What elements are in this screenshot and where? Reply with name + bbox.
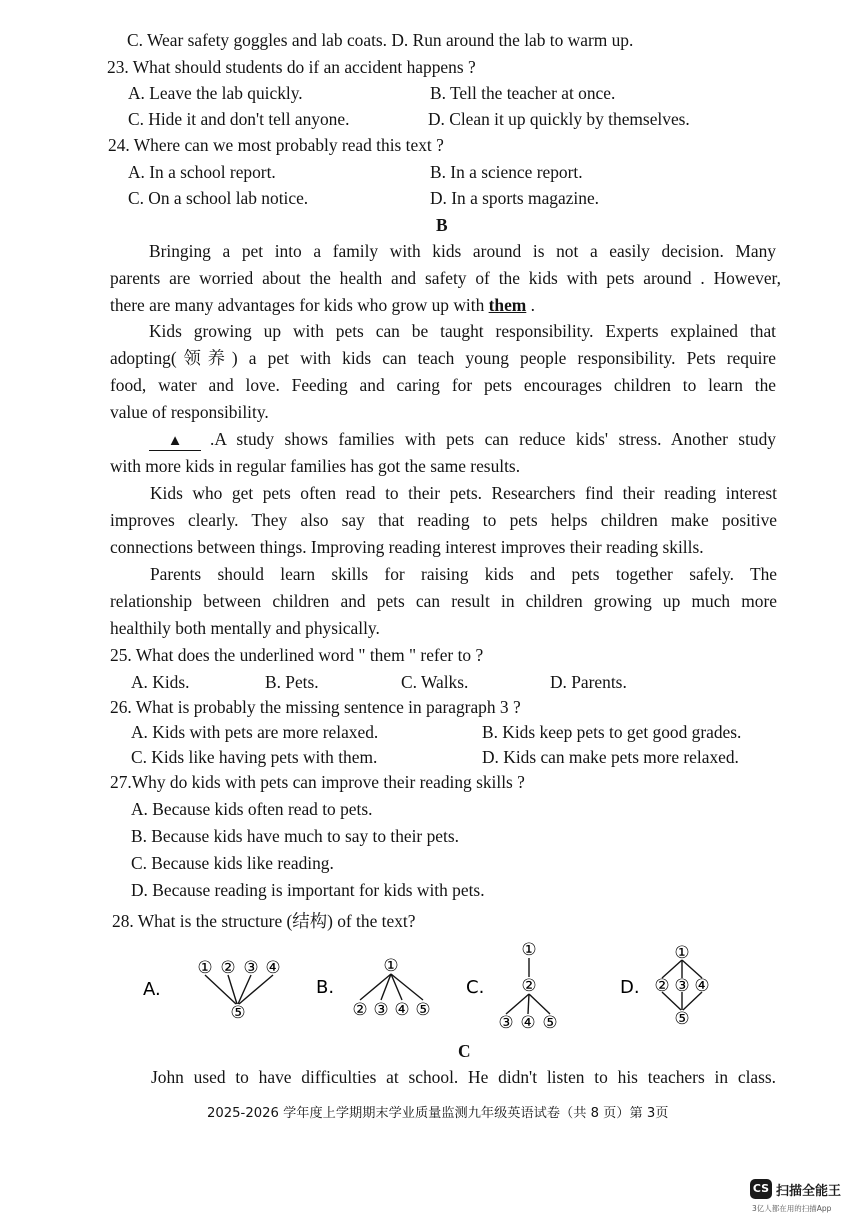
node-b-3: ③ bbox=[373, 1000, 389, 1020]
q28-label-b: B. bbox=[316, 977, 335, 998]
q23-option-d: D. Clean it up quickly by themselves. bbox=[428, 109, 690, 129]
node-a-3: ③ bbox=[243, 958, 259, 978]
q23-question: 23. What should students do if an accident happens ? bbox=[107, 57, 476, 77]
node-a-4: ④ bbox=[265, 958, 281, 978]
node-d-5: ⑤ bbox=[674, 1009, 690, 1029]
node-c-4: ④ bbox=[520, 1013, 536, 1033]
node-d-1: ① bbox=[674, 943, 690, 963]
section-b-p5-line1: Parents should learn skills for raising kids and pets together safely. The bbox=[150, 564, 777, 584]
q28-label-d: D. bbox=[620, 977, 640, 998]
p1-line3-end: . bbox=[526, 295, 535, 315]
q25-question: 25. What does the underlined word " them " refer to ? bbox=[110, 645, 484, 665]
q26-option-d: D. Kids can make pets more relaxed. bbox=[482, 747, 739, 767]
section-b-p3-blank bbox=[149, 428, 201, 451]
q28-label-c: C. bbox=[466, 977, 485, 998]
q26-option-b: B. Kids keep pets to get good grades. bbox=[482, 722, 742, 742]
node-a-2: ② bbox=[220, 958, 236, 978]
q27-option-b: B. Because kids have much to say to their pets. bbox=[131, 826, 459, 846]
q24-option-c: C. On a school lab notice. bbox=[128, 188, 309, 208]
section-b-p2-line3: food, water and love. Feeding and caring for pets encourages children to learn the bbox=[110, 375, 776, 395]
scanner-logo: CS bbox=[750, 1179, 772, 1199]
section-b-p3-line1: .A study shows families with pets can reduce kids' stress. Another study bbox=[210, 429, 776, 449]
q24-option-a: A. In a school report. bbox=[128, 162, 276, 182]
node-c-2: ② bbox=[521, 976, 537, 996]
node-b-1: ① bbox=[383, 956, 399, 976]
section-b-p1-line3 bbox=[110, 294, 535, 316]
section-b-p4-line2: improves clearly. They also say that reading to pets helps children make positive bbox=[110, 510, 777, 530]
q27-option-d: D. Because reading is important for kids with pets. bbox=[131, 880, 485, 900]
q27-question: 27.Why do kids with pets can improve their reading skills ? bbox=[110, 772, 525, 792]
section-c-line1: John used to have difficulties at school. He didn't listen to his teachers in class. bbox=[151, 1067, 776, 1087]
q26-option-c: C. Kids like having pets with them. bbox=[131, 747, 378, 767]
q23-option-a: A. Leave the lab quickly. bbox=[128, 83, 303, 103]
node-b-4: ④ bbox=[394, 1000, 410, 1020]
section-b-p3-line2: with more kids in regular families has got the same results. bbox=[110, 456, 521, 476]
underlined-word-them: them bbox=[488, 295, 527, 315]
node-b-2: ② bbox=[352, 1000, 368, 1020]
section-b-p2-line2: adopting(领养) a pet with kids can teach young people responsibility. Pets require bbox=[110, 348, 776, 368]
node-d-2: ② bbox=[654, 976, 670, 996]
section-b-p1-line1: Bringing a pet into a family with kids around is not a easily decision. Many bbox=[149, 241, 776, 261]
page-footer: 2025-2026 学年度上学期期末学业质量监测九年级英语试卷（共 8 页）第 3页 bbox=[207, 1106, 669, 1121]
section-b-p4-line3: connections between things. Improving reading interest improves their reading skills. bbox=[110, 537, 704, 557]
section-c-heading: C bbox=[458, 1041, 471, 1061]
q25-option-c: C. Walks. bbox=[401, 672, 469, 692]
q23-option-b: B. Tell the teacher at once. bbox=[430, 83, 616, 103]
node-c-5: ⑤ bbox=[542, 1013, 558, 1033]
node-d-4: ④ bbox=[694, 976, 710, 996]
section-b-heading: B bbox=[436, 215, 448, 235]
q25-option-d: D. Parents. bbox=[550, 672, 627, 692]
q25-option-a: A. Kids. bbox=[131, 672, 190, 692]
scanner-app-name: 扫描全能王 bbox=[776, 1184, 842, 1199]
q27-option-a: A. Because kids often read to pets. bbox=[131, 799, 373, 819]
q24-question: 24. Where can we most probably read this text ? bbox=[108, 135, 444, 155]
scanner-tagline: 3亿人都在用的扫描App bbox=[752, 1204, 832, 1213]
node-a-1: ① bbox=[197, 958, 213, 978]
q27-option-c: C. Because kids like reading. bbox=[131, 853, 334, 873]
section-b-p4-line1: Kids who get pets often read to their pets. Researchers find their reading interest bbox=[150, 483, 777, 503]
q23-option-c: C. Hide it and don't tell anyone. bbox=[128, 109, 350, 129]
node-c-3: ③ bbox=[498, 1013, 514, 1033]
node-a-5: ⑤ bbox=[230, 1003, 246, 1023]
q24-option-b: B. In a science report. bbox=[430, 162, 583, 182]
section-b-p2-line1: Kids growing up with pets can be taught responsibility. Experts explained that bbox=[149, 321, 776, 341]
section-b-p5-line2: relationship between children and pets can result in children growing up much more bbox=[110, 591, 777, 611]
p1-line3-text: there are many advantages for kids who grow up with bbox=[110, 295, 489, 315]
section-b-p5-line3: healthily both mentally and physically. bbox=[110, 618, 380, 638]
q28-question: 28. What is the structure (结构) of the text? bbox=[112, 911, 416, 931]
q25-option-b: B. Pets. bbox=[265, 672, 319, 692]
q24-option-d: D. In a sports magazine. bbox=[430, 188, 600, 208]
section-b-p2-line4: value of responsibility. bbox=[110, 402, 269, 422]
q22-option-cd: C. Wear safety goggles and lab coats. D. Run around the lab to warm up. bbox=[127, 30, 634, 50]
structure-diagrams bbox=[0, 930, 867, 1040]
section-b-p1-line2: parents are worried about the health and safety of the kids with pets around . However, bbox=[110, 268, 781, 288]
q26-question: 26. What is probably the missing sentence in paragraph 3 ? bbox=[110, 697, 521, 717]
node-d-3: ③ bbox=[674, 976, 690, 996]
q26-option-a: A. Kids with pets are more relaxed. bbox=[131, 722, 379, 742]
node-c-1: ① bbox=[521, 940, 537, 960]
missing-sentence-blank: ▲ bbox=[149, 432, 201, 451]
q28-label-a: A. bbox=[143, 979, 161, 1000]
node-b-5: ⑤ bbox=[415, 1000, 431, 1020]
